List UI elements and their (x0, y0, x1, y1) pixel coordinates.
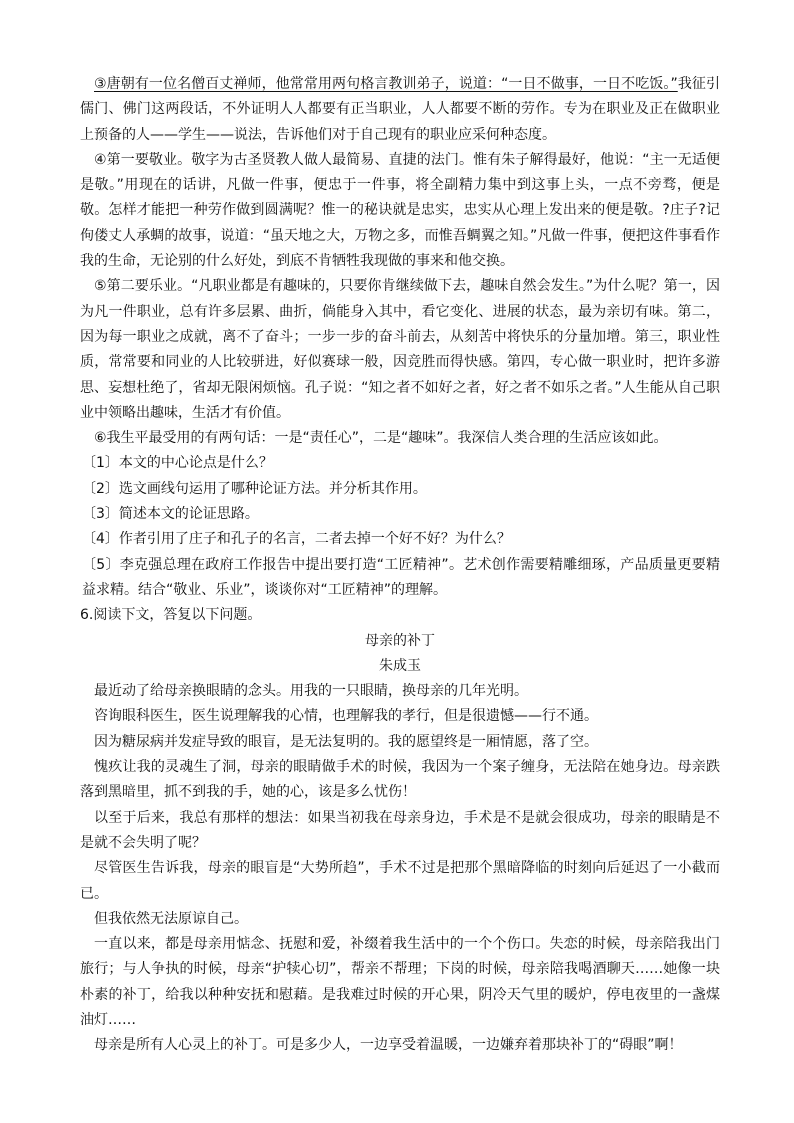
paragraph-6: ⑥我生平最受用的有两句话：一是“责任心”，二是“趣味”。我深信人类合理的生活应该如此。 (94, 430, 668, 447)
question-4: 〔4〕作者引用了庄子和孔子的名言，二者去掉一个好不好？为什么？ (82, 531, 511, 548)
question-3: 〔3〕简述本文的论证思路。 (82, 506, 259, 523)
article-author: 朱成玉 (379, 657, 421, 674)
section-6-instruction: 6.阅读下文，答复以下问题。 (80, 607, 262, 624)
paragraph-5: ⑤第二要乐业。“凡职业都是有趣味的，只要你肯继续做下去，趣味自然会发生。”为什么呢？第一，因为凡一件职业，总有许多层累、曲折，倘能身入其中，看它变化、进展的状态，最为亲切有味。第二，因为每一职业之成就，离不了奋斗；一步一步的奋斗前去，从刻苦中将快乐的分量加增。第三，职业性质，常常要和同业的人比较骈进，好似赛球一般，因竞胜而得快感。第四，专心做一职业时，把许多游思、妄想杜绝了，省却无限闲烦恼。孔子说：“知之者不如好之者，好之者不如乐之者。”人生能从自己职业中领略出趣味，生活才有价值。 (80, 278, 720, 421)
question-1: 〔1〕本文的中心论点是什么？ (82, 455, 273, 472)
paragraph-3-rest: 我征引儒门、佛门这两段话，不外证明人人都要有正当职业，人人都要不断的劳作。专为在职业及正在做职业上预备的人——学生——说法，告诉他们对于自己现有的职业应采何种态度。 (80, 76, 720, 143)
article-paragraph: 以至于后来，我总有那样的想法：如果当初我在母亲身边，手术是不是就会很成功，母亲的眼睛是不是就不会失明了呢？ (80, 809, 720, 851)
question-5: 〔5〕李克强总理在政府工作报告中提出要打造“工匠精神”。艺术创作需要精雕细琢，产品质量更要精益求精。结合“敬业、乐业”，谈谈你对“工匠精神”的理解。 (82, 556, 720, 598)
article-title: 母亲的补丁 (365, 632, 435, 649)
article-paragraph: 愧疚让我的灵魂生了洞，母亲的眼睛做手术的时候，我因为一个案子缠身，无法陪在她身边。母亲跌落到黑暗里，抓不到我的手，她的心，该是多么忧伤！ (80, 759, 720, 801)
question-2: 〔2〕选文画线句运用了哪种论证方法。并分析其作用。 (82, 480, 427, 497)
paragraph-3 (80, 72, 720, 148)
underlined-sentence: ③唐朝有一位名僧百丈禅师，他常常用两句格言教训弟子，说道：“一日不做事，一日不吃饭。” (94, 76, 678, 92)
article-paragraph: 母亲是所有人心灵上的补丁。可是多少人，一边享受着温暖，一边嫌弃着那块补丁的“碍眼”啊！ (94, 1037, 683, 1054)
paragraph-4: ④第一要敬业。敬字为古圣贤教人做人最简易、直捷的法门。惟有朱子解得最好，他说：“主一无适便是敬。”用现在的话讲，凡做一件事，便忠于一件事，将全副精力集中到这事上头，一点不旁骛，便是敬。怎样才能把一种劳作做到圆满呢？惟一的秘诀就是忠实，忠实从心理上发出来的便是敬。?庄子?记佝偻丈人承蜩的故事，说道：“虽天地之大，万物之多，而惟吾蜩翼之知。”凡做一件事，便把这件事看作我的生命，无论别的什么好处，到底不肯牺牲我现做的事来和他交换。 (80, 151, 720, 270)
document-content (80, 72, 720, 1059)
article-paragraph: 因为糖尿病并发症导致的眼盲，是无法复明的。我的愿望终是一厢情愿，落了空。 (94, 733, 598, 750)
article-paragraph: 但我依然无法原谅自己。 (94, 910, 248, 927)
article-paragraph: 尽管医生告诉我，母亲的眼盲是“大势所趋”，手术不过是把那个黑暗降临的时刻向后延迟了一小截而已。 (80, 860, 720, 902)
article-paragraph: 咨询眼科医生，医生说理解我的心情，也理解我的孝行，但是很遗憾——行不通。 (94, 708, 598, 725)
article-paragraph: 最近动了给母亲换眼睛的念头。用我的一只眼睛，换母亲的几年光明。 (94, 683, 528, 700)
article-paragraph: 一直以来，都是母亲用惦念、抚慰和爱，补缀着我生活中的一个个伤口。失恋的时候，母亲陪我出门旅行；与人争执的时候，母亲“护犊心切”，帮亲不帮理；下岗的时候，母亲陪我喝酒聊天……她像一块朴素的补丁，给我以种种安抚和慰藉。是我难过时候的开心果，阴冷天气里的暖炉，停电夜里的一盏煤油灯…… (80, 936, 720, 1028)
